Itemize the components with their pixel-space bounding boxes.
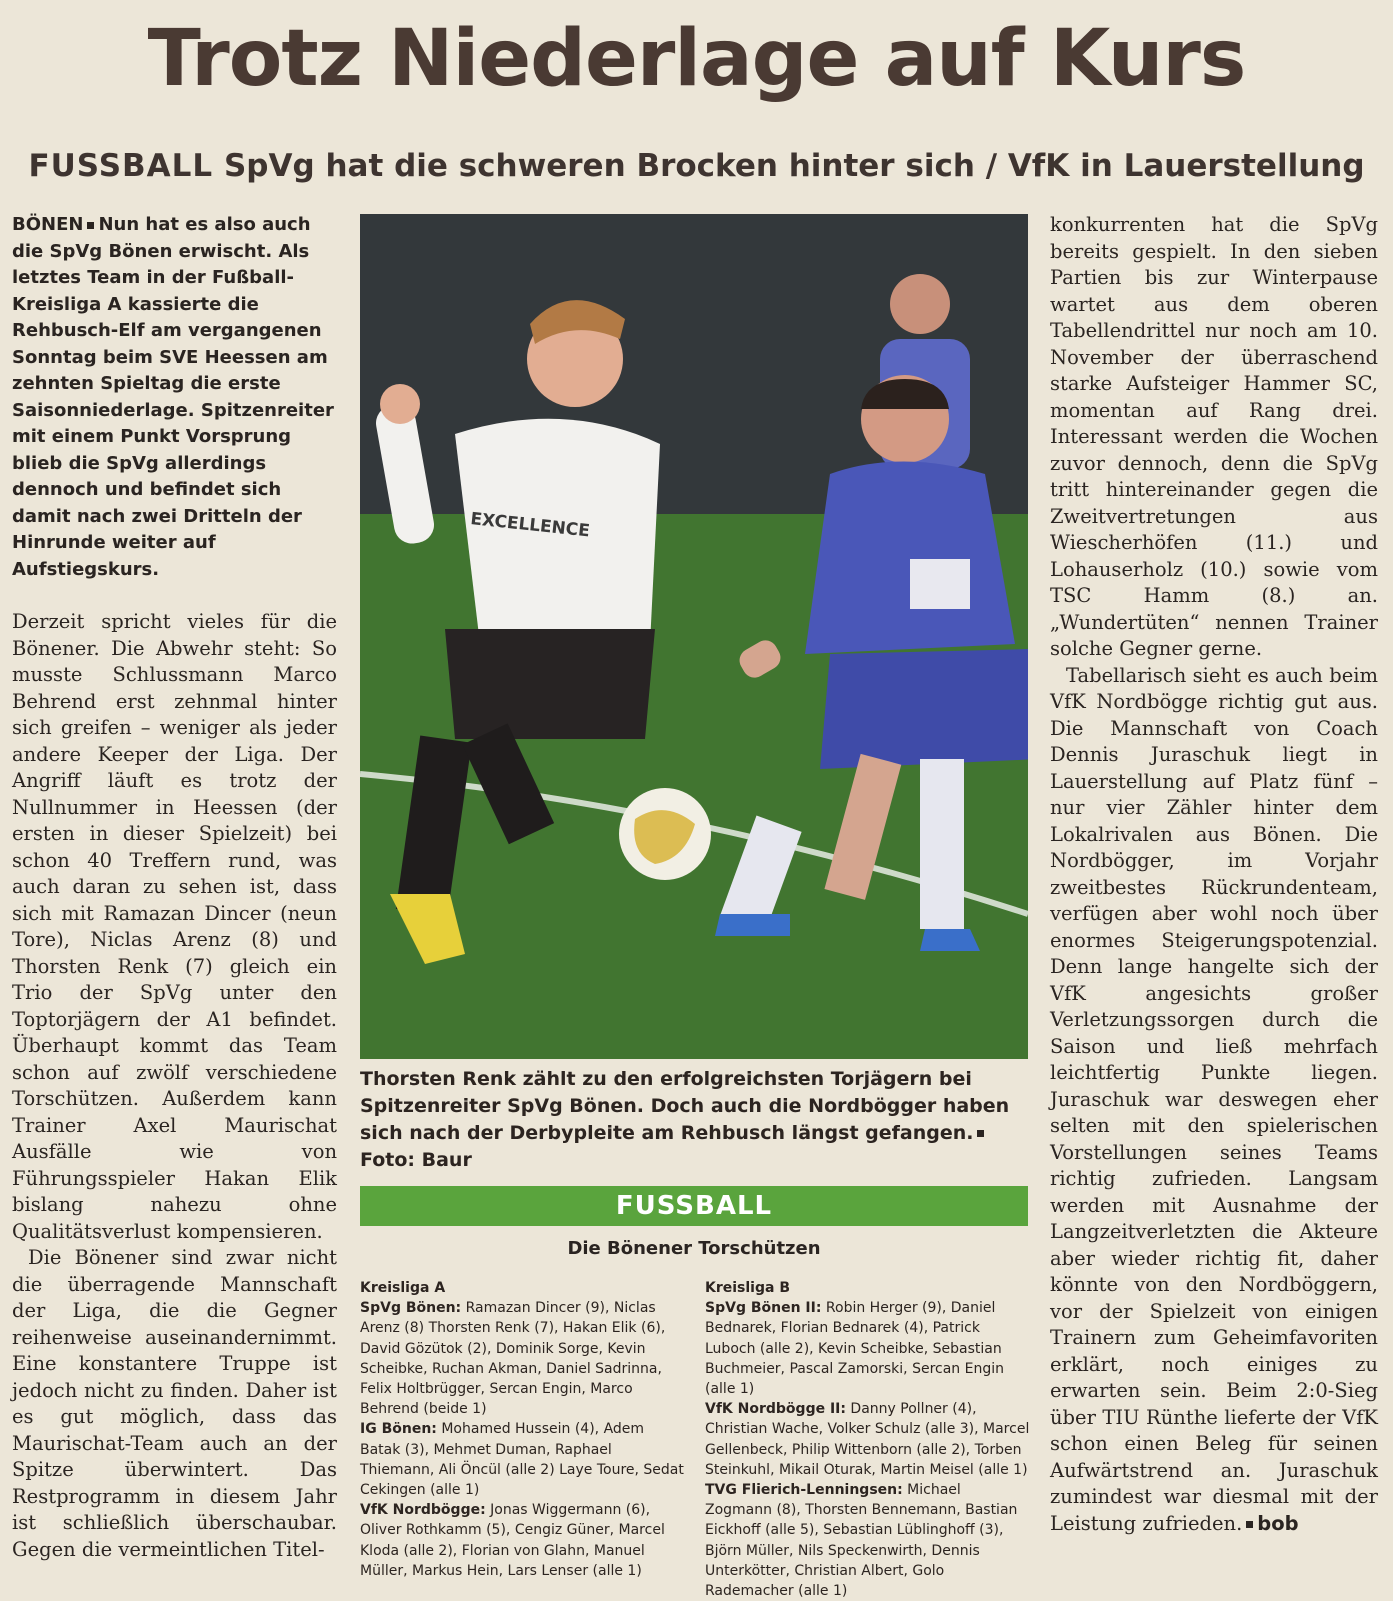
team-scorers <box>705 1298 1031 1399</box>
caption-text: Thorsten Renk zählt zu den erfolgreichsten Torjägern bei Spitzenreiter SpVg Bönen. Doch auch die Nordbögger haben sich nach der Derbypleite am Rehbusch längst gefangen. <box>360 1068 1010 1144</box>
subhead-kicker: FUSSBALL <box>28 148 214 184</box>
team-name: SpVg Bönen II: <box>705 1300 822 1317</box>
scorer-list: Mohamed Hussein (4), Adem Batak (3), Mehmet Duman, Raphael Thiemann, Ali Öncül (alle 2) Laye Toure, Sedat Cekingen (alle 1) <box>360 1421 684 1499</box>
team-scorers <box>360 1419 686 1500</box>
subhead-text: SpVg hat die schweren Brocken hinter sich / VfK in Lauerstellung <box>213 148 1365 184</box>
column-right <box>1050 212 1378 1537</box>
shirt-text: EXCELLENCE <box>469 509 591 542</box>
scorer-list: Ramazan Dincer (9), Niclas Arenz (8) Thorsten Renk (7), Hakan Elik (6), David Gözütok (2), Dominik Sorge, Kevin Scheibke, Ruchan Akman, Daniel Sadrinna, Felix Holtbrügger, Sercan Engin, Marco Behrend (beide 1) <box>360 1300 666 1418</box>
scorers-column-right <box>705 1278 1031 1601</box>
headline: Trotz Niederlage auf Kurs <box>147 14 1246 104</box>
scorer-list: Robin Herger (9), Daniel Bednarek, Florian Bednarek (4), Patrick Luboch (alle 2), Kevin Scheibke, Sebastian Buchmeier, Pascal Zamorski, Sercan Engin (alle 1) <box>705 1300 1004 1398</box>
lead-paragraph <box>12 212 337 583</box>
square-bullet-icon <box>87 222 94 229</box>
body-paragraph: Derzeit spricht vieles für die Bönener. Die Abwehr steht: So musste Schlussmann Marco Behrend erst zehnmal hinter sich greifen – weniger als jeder andere Keeper der Liga. Der Angriff läuft es trotz der Nullnummer in Heessen (der ersten in dieser Spielzeit) bei schon 40 Treffern rund, was auch daran zu sehen ist, dass sich mit Ramazan Dincer (neun Tore), Niclas Arenz (8) und Thorsten Renk (7) gleich ein Trio der SpVg unter den Toptorjägern der A1 befindet. Überhaupt kommt das Team schon auf zwölf verschiedene Torschützen. Außerdem kann Trainer Axel Maurischat Ausfälle wie von Führungsspieler Hakan Elik bislang nahezu ohne Qualitätsverlust kompensieren. <box>12 610 337 1243</box>
body-paragraph: konkurrenten hat die SpVg bereits gespielt. In den sieben Partien bis zur Winterpause wartet aus dem oberen Tabellendrittel nur noch am 10. November der überraschend starke Aufsteiger Hammer SC, momentan auf Rang drei. Interessant werden die Wochen zuvor dennoch, denn die SpVg tritt hintereinander gegen die Zweitvertretungen aus Wiescherhöfen (11.) und Lohauserholz (10.) sowie vom TSC Hamm (8.) an. „Wundertüten“ nennen Trainer solche Gegner gerne. <box>1050 213 1378 660</box>
author-initials: bob <box>1257 1511 1299 1535</box>
team-scorers <box>705 1480 1031 1601</box>
photo-credit: Foto: Baur <box>360 1149 472 1171</box>
team-scorers <box>705 1399 1031 1480</box>
scorer-list: Michael Zogmann (8), Thorsten Bennemann, Bastian Eickhoff (alle 5), Sebastian Lüblinghoff (3), Björn Müller, Nils Speckenwirth, Dennis Unterkötter, Christian Albert, Golo Rademacher (alle 1) <box>705 1482 1018 1600</box>
match-photo <box>360 214 1028 1059</box>
photo-caption <box>360 1066 1028 1174</box>
box-title: Die Bönener Torschützen <box>567 1238 821 1259</box>
team-name: IG Bönen: <box>360 1421 437 1438</box>
team-scorers <box>360 1298 686 1419</box>
body-text: Tabellarisch sieht es auch beim VfK Nordbögge richtig gut aus. Die Mannschaft von Coach Dennis Juraschuk liegt in Lauerstellung auf Platz fünf – nur vier Zähler hinter dem Lokalrivalen aus Bönen. Die Nordbögger, im Vorjahr zweitbestes Rückrundenteam, verfügen aber wohl noch über enormes Steigerungspotenzial. Denn lange hangelte sich der VfK angesichts großer Verletzungssorgen durch die Saison und ließ mehrfach leichtfertig Punkte liegen. Juraschuk war deswegen eher selten mit den spielerischen Vorstellungen seines Teams richtig zufrieden. Langsam werden mit Ausnahme der Langzeitverletzten die Akteure aber wieder richtig fit, daher könnte von den Nordböggern, vor der Spielzeit von einigen Trainern zum Geheimfavoriten erklärt, noch einiges zu erwarten sein. Beim 2:0-Sieg über TIU Rünthe lieferte der VfK schon einen Beleg für seinen Aufwärtstrend an. Juraschuk zumindest war diesmal mit der Leistung zufrieden. <box>1050 663 1378 1535</box>
scorer-list: Jonas Wiggermann (6), Oliver Rothkamm (5), Cengiz Güner, Marcel Kloda (alle 2), Florian von Glahn, Manuel Müller, Markus Hein, Lars Lenser (alle 1) <box>360 1502 665 1579</box>
league-heading: Kreisliga A <box>360 1280 446 1296</box>
team-name: VfK Nordbögge: <box>360 1502 486 1519</box>
square-bullet-icon <box>977 1130 984 1137</box>
league-heading: Kreisliga B <box>705 1280 790 1296</box>
scorers-column-left <box>360 1278 686 1581</box>
scorer-list: Danny Pollner (4), Christian Wache, Volker Schulz (alle 3), Marcel Gellenbeck, Philip Wittenborn (alle 2), Torben Steinkuhl, Mikail Oturak, Martin Meisel (alle 1) <box>705 1401 1030 1478</box>
column-left <box>12 212 337 1563</box>
square-bullet-icon <box>1246 1521 1253 1528</box>
subhead <box>0 148 1393 184</box>
dateline: BÖNEN <box>12 214 84 235</box>
section-banner: FUSSBALL <box>360 1186 1028 1226</box>
team-name: TVG Flierich-Lenningsen: <box>705 1482 903 1499</box>
team-name: SpVg Bönen: <box>360 1300 462 1317</box>
body-paragraph <box>1050 663 1378 1538</box>
lead-text: Nun hat es also auch die SpVg Bönen erwischt. Als letztes Team in der Fußball-Kreisliga A kassierte die Rehbusch-Elf am vergangenen Sonntag beim SVE Heessen am zehnten Spieltag die erste Saisonniederlage. Spitzenreiter mit einem Punkt Vorsprung blieb die SpVg allerdings dennoch und befindet sich damit nach zwei Dritteln der Hinrunde weiter auf Aufstiegskurs. <box>12 214 334 580</box>
team-scorers <box>360 1500 686 1581</box>
body-paragraph: Die Bönener sind zwar nicht die überragende Mannschaft der Liga, die die Gegner reihenweise auseinandernimmt. Eine konstantere Truppe ist jedoch nicht zu finden. Daher ist es gut möglich, dass das Maurischat-Team auch an der Spitze überwintert. Das Restprogramm in diesem Jahr ist schließlich überschaubar. Gegen die vermeintlichen Titel- <box>12 1246 337 1561</box>
team-name: VfK Nordbögge II: <box>705 1401 846 1418</box>
